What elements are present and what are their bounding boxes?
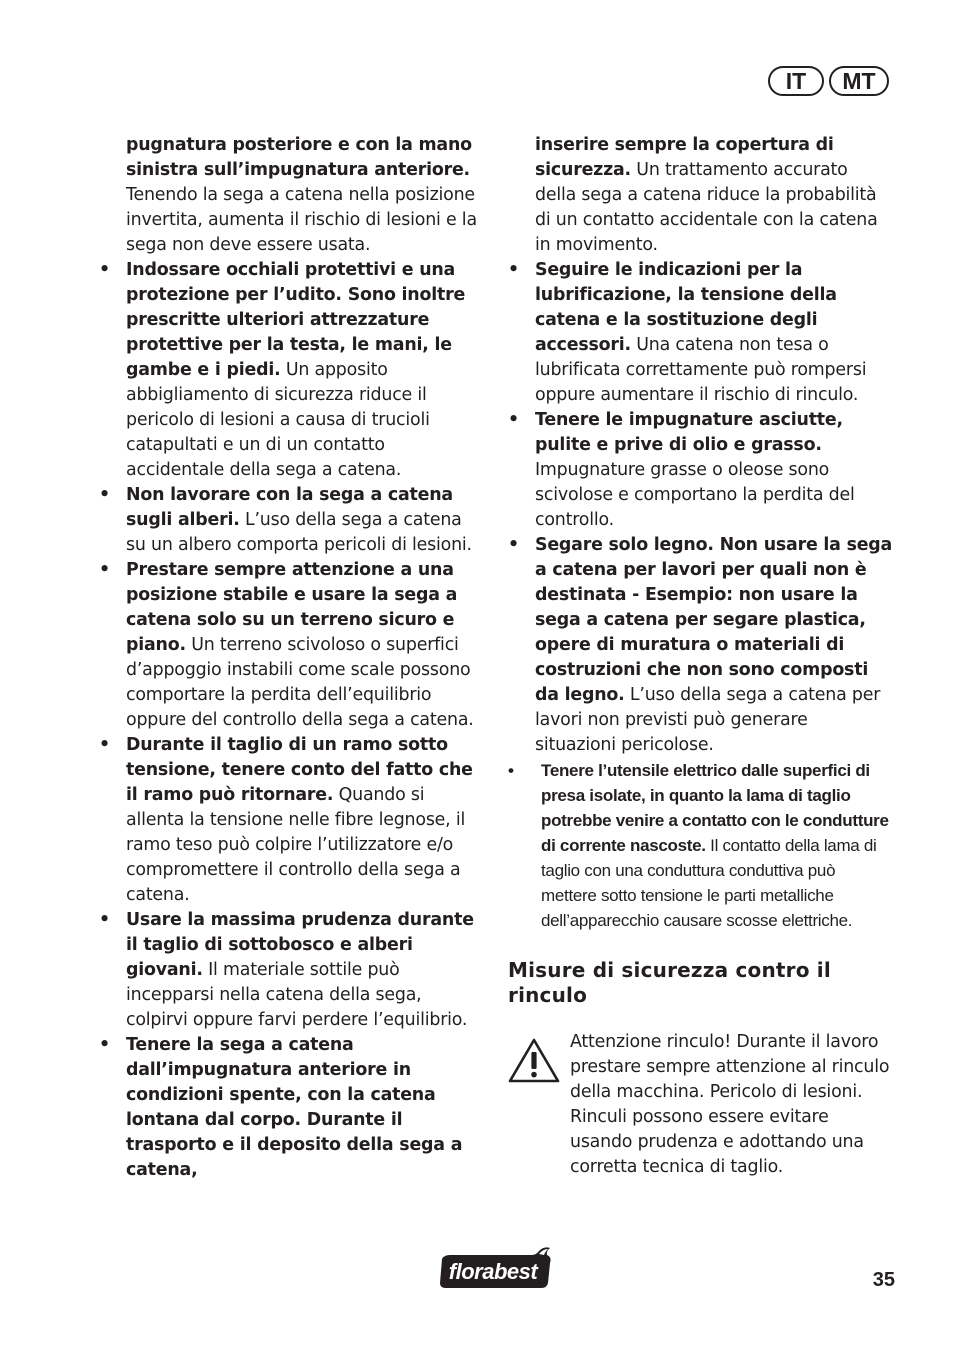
list-item xyxy=(508,408,893,533)
item-normal-text: Il contatto della lama di taglio con una conduttura conduttiva può mettere sotto tensione le parti metalliche dell’apparecchio causare scosse elettriche. xyxy=(541,836,877,930)
item-normal-text: Quando si allenta la tensione nelle fibre legnose, il ramo teso può colpire l’utilizzatore e/o compromettere il controllo della sega a catena. xyxy=(126,785,466,905)
item-bold-text: Indossare occhiali protettivi e una protezione per l’udito. Sono inoltre prescritte ulteriori attrezzature protettive per la testa, le mani, le gambe e i piedi. xyxy=(126,260,466,380)
list-item xyxy=(99,1033,484,1183)
warning-block xyxy=(508,1030,893,1180)
item-bold-text: Tenere le impugnature asciutte, pulite e prive di olio e grasso. xyxy=(535,410,843,455)
list-item xyxy=(508,758,893,933)
bullet-icon: • xyxy=(508,535,519,555)
list-item xyxy=(508,258,893,408)
item-bold-text: Seguire le indicazioni per la lubrificazione, la tensione della catena e la sostituzione degli accessori. xyxy=(535,260,837,355)
language-badge-mt: MT xyxy=(829,66,889,96)
item-normal-text: Impugnature grasse o oleose sono scivolose e comportano la perdita del controllo. xyxy=(535,460,855,530)
language-badge-it: IT xyxy=(768,66,824,96)
item-bold-text: Usare la massima prudenza durante il taglio di sottobosco e alberi giovani. xyxy=(126,910,474,980)
list-item xyxy=(99,733,484,908)
list-item xyxy=(508,533,893,758)
item-normal-text: Il materiale sottile può incepparsi nella catena della sega, colpirvi oppure farvi perdere l’equilibrio. xyxy=(126,960,468,1030)
paragraph-bold-text: pugnatura posteriore e con la mano sinistra sull’impugnatura anteriore. xyxy=(126,135,472,180)
item-bold-text: Segare solo legno. Non usare la sega a catena per lavori per quali non è destinata - Esempio: non usare la sega a catena per segare plastica, opere di muratura o materiali di costruzioni che non sono composti da legno. xyxy=(535,535,893,705)
item-normal-text: Un apposito abbigliamento di sicurezza riduce il pericolo di lesioni a causa di trucioli catapultati e un di un contatto accidentale della sega a catena. xyxy=(126,360,430,480)
item-bold-text: Prestare sempre attenzione a una posizione stabile e usare la sega a catena solo su un terreno sicuro e piano. xyxy=(126,560,458,655)
list-item xyxy=(99,483,484,558)
warning-text: Attenzione rinculo! Durante il lavoro prestare sempre attenzione al rinculo della macchina. Pericolo di lesioni. Rinculi possono essere evitare usando prudenza e adottando una corretta tecnica di taglio. xyxy=(570,1032,890,1177)
item-normal-text: L’uso della sega a catena su un albero comporta pericoli di lesioni. xyxy=(126,510,472,555)
item-bold-text: Non lavorare con la sega a catena sugli alberi. xyxy=(126,485,453,530)
paragraph-normal-text: Un trattamento accurato della sega a catena riduce la probabilità di un contatto accidentale con la catena in movimento. xyxy=(535,160,878,255)
continued-paragraph xyxy=(508,133,893,258)
item-bold-text: Tenere la sega a catena dall’impugnatura anteriore in condizioni spente, con la catena lontana dal corpo. Durante il trasporto e il deposito della sega a catena, xyxy=(126,1035,463,1180)
bullet-icon: • xyxy=(99,560,110,580)
continued-paragraph xyxy=(99,133,484,258)
left-column xyxy=(99,133,484,1183)
logo-text: florabest xyxy=(448,1259,538,1284)
bullet-icon: • xyxy=(99,1035,110,1055)
paragraph-normal-text: Tenendo la sega a catena nella posizione invertita, aumenta il rischio di lesioni e la sega non deve essere usata. xyxy=(126,185,477,255)
bullet-icon: • xyxy=(99,910,110,930)
list-item xyxy=(99,908,484,1033)
list-item xyxy=(99,558,484,733)
right-column xyxy=(508,133,893,1180)
item-bold-text: Durante il taglio di un ramo sotto tensione, tenere conto del fatto che il ramo può ritornare. xyxy=(126,735,473,805)
item-normal-text: L’uso della sega a catena per lavori non previsti può generare situazioni pericolose. xyxy=(535,685,881,755)
item-bold-text: Tenere l’utensile elettrico dalle superfici di presa isolate, in quanto la lama di taglio potrebbe venire a contatto con le condutture di corrente nascoste. xyxy=(541,761,889,855)
bullet-icon: • xyxy=(99,260,110,280)
section-heading: Misure di sicurezza contro il rinculo xyxy=(508,958,831,1007)
florabest-logo xyxy=(436,1245,554,1291)
page-number: 35 xyxy=(872,1269,895,1291)
warning-triangle-icon xyxy=(508,1038,560,1084)
list-item xyxy=(99,258,484,483)
bullet-icon: • xyxy=(99,735,110,755)
bullet-icon: • xyxy=(508,410,519,430)
bullet-icon: • xyxy=(508,761,514,780)
bullet-icon: • xyxy=(99,485,110,505)
item-normal-text: Un terreno scivoloso o superfici d’appoggio instabili come scale possono comportare la perdita dell’equilibrio oppure del controllo della sega a catena. xyxy=(126,635,474,730)
paragraph-bold-text: inserire sempre la copertura di sicurezza. xyxy=(535,135,834,180)
bullet-icon: • xyxy=(508,260,519,280)
item-normal-text: Una catena non tesa o lubrificata correttamente può rompersi oppure aumentare il rischio di rinculo. xyxy=(535,335,867,405)
